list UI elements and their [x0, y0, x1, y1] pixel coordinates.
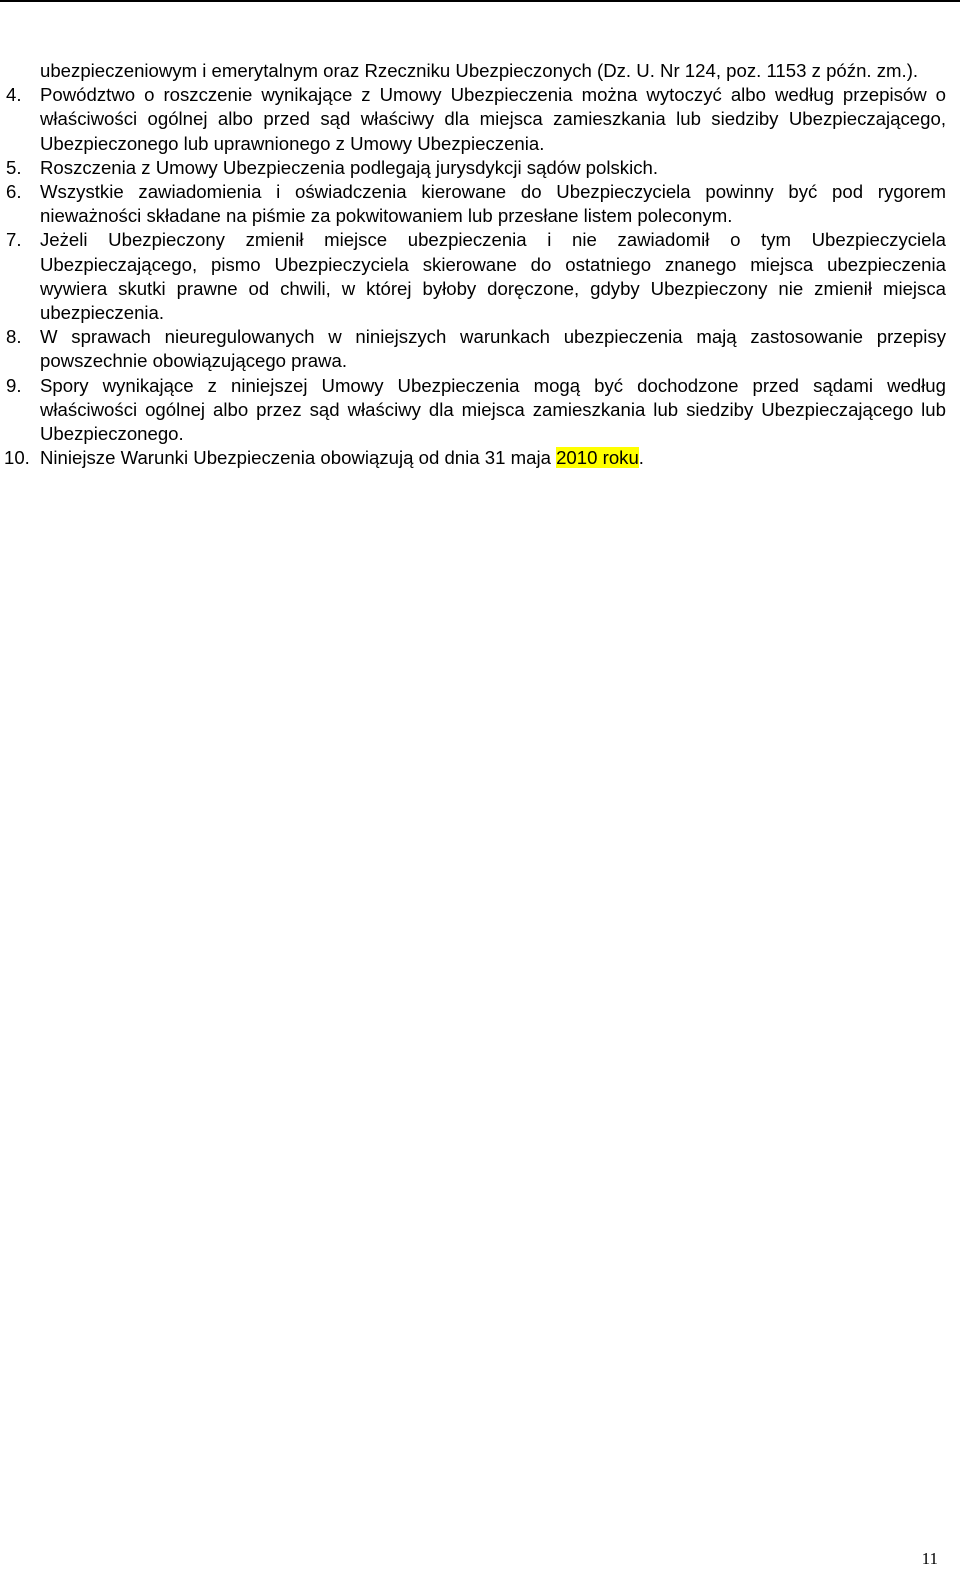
item-text: Powództwo o roszczenie wynikające z Umowy Ubezpieczenia można wytoczyć albo według przepisów o właściwości ogólnej albo przed sąd właściwy dla miejsca zamieszkania lub siedziby Ubezpieczającego, Ubezpieczonego lub uprawnionego z Umowy Ubezpieczenia.: [40, 84, 946, 154]
item-number: 4.: [6, 84, 22, 106]
item-text-end: .: [638, 447, 644, 469]
list-item-10: [4, 446, 946, 470]
item-text: Niniejsze Warunki Ubezpieczenia obowiązują od dnia 31 maja: [40, 447, 557, 469]
item-text: W sprawach nieuregulowanych w niniejszych warunkach ubezpieczenia mają zastosowanie przepisy powszechnie obowiązującego prawa.: [40, 326, 946, 372]
document-body: [4, 59, 946, 470]
item-text: Jeżeli Ubezpieczony zmienił miejsce ubezpieczenia i nie zawiadomił o tym Ubezpieczyciela Ubezpieczającego, pismo Ubezpieczyciela skierowane do ostatniego znanego miejsca ubezpieczenia wywiera skutki prawne od chwili, w której byłoby doręczone, gdyby Ubezpieczony nie zmienił miejsca ubezpieczenia.: [40, 229, 946, 324]
item-text: Roszczenia z Umowy Ubezpieczenia podlegają jurysdykcji sądów polskich.: [40, 156, 659, 178]
item-number: 6.: [6, 181, 22, 203]
list-item-4: [6, 83, 946, 156]
top-border-line: [0, 0, 960, 2]
list-item-8: [6, 325, 946, 373]
list-item-5: [6, 156, 946, 180]
item-number: 10.: [4, 447, 30, 469]
item-number: 8.: [6, 326, 22, 348]
item-number: 9.: [6, 374, 22, 396]
item-text: Wszystkie zawiadomienia i oświadczenia kierowane do Ubezpieczyciela powinny być pod rygorem nieważności składane na piśmie za pokwitowaniem lub przesłane listem poleconym.: [40, 181, 946, 227]
list-item-9: [6, 374, 946, 447]
item-number: 7.: [6, 229, 22, 251]
list-item-7: [6, 228, 946, 325]
list-item-6: [6, 180, 946, 228]
intro-paragraph: ubezpieczeniowym i emerytalnym oraz Rzeczniku Ubezpieczonych (Dz. U. Nr 124, poz. 1153 z późn. zm.).: [40, 60, 919, 81]
page-number: 11: [921, 1549, 938, 1568]
item-text: Spory wynikające z niniejszej Umowy Ubezpieczenia mogą być dochodzone przed sądami według właściwości ogólnej albo przez sąd właściwy dla miejsca zamieszkania lub siedziby Ubezpieczającego lub Ubezpieczonego.: [40, 374, 946, 445]
item-number: 5.: [6, 156, 22, 178]
highlighted-text: 2010 roku: [556, 447, 639, 469]
